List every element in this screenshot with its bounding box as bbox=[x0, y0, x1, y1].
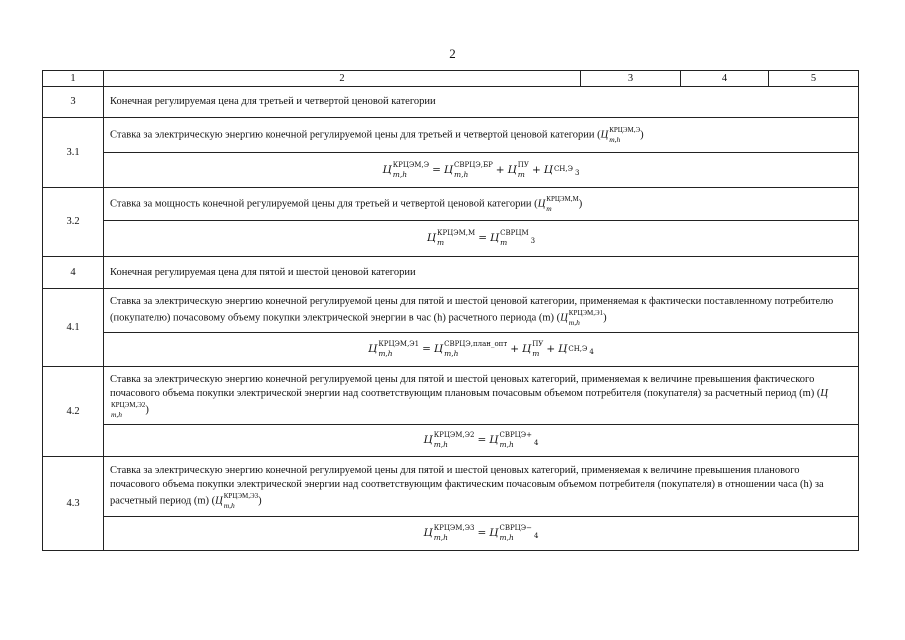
table-row bbox=[43, 118, 859, 153]
row-title: Конечная регулируемая цена для третьей и четвертой ценовой категории bbox=[104, 87, 859, 118]
row-description: Ставка за электрическую энергию конечной регулируемой цены для пятой и шестой ценовой категории, применяемая к фактически поставленному потребителю (покупателю) почасовому объему покупки электрической энергии в час (h) расчетного периода (m) (Ц КРЦЭМ,Э1 m,h ) bbox=[104, 289, 859, 333]
header-col-1: 1 bbox=[43, 71, 104, 87]
formula: Ц КРЦЭМ,Э1 m,h = Ц СВРЦЭ,план_опт m,h + Ц ПУ m + Ц СН,Э 4 bbox=[104, 333, 859, 367]
header-col-4: 4 bbox=[681, 71, 769, 87]
page-number: 2 bbox=[449, 46, 456, 61]
row-number: 3 bbox=[43, 87, 104, 118]
row-description: Ставка за электрическую энергию конечной регулируемой цены для третьей и четвертой ценовой категории (Ц КРЦЭМ,Э m,h ) bbox=[104, 118, 859, 153]
table-row bbox=[43, 188, 859, 221]
formula: Ц КРЦЭМ,Э3 m,h = Ц СВРЦЭ− m,h 4 bbox=[104, 517, 859, 551]
row-title: Конечная регулируемая цена для пятой и шестой ценовой категории bbox=[104, 257, 859, 289]
formula: Ц КРЦЭМ,Э m,h = Ц СВРЦЭ,БР m,h + Ц ПУ m + Ц СН,Э 3 bbox=[104, 153, 859, 188]
table-row bbox=[43, 367, 859, 425]
table-row bbox=[43, 289, 859, 333]
table-row bbox=[43, 87, 859, 118]
table-row bbox=[43, 257, 859, 289]
row-description: Ставка за мощность конечной регулируемой цены для третьей и четвертой ценовой категории (Ц КРЦЭМ,М m ) bbox=[104, 188, 859, 221]
row-number: 4.3 bbox=[43, 457, 104, 551]
row-number: 3.1 bbox=[43, 118, 104, 188]
row-description: Ставка за электрическую энергию конечной регулируемой цены для пятой и шестой ценовых категорий, применяемая к величине превышения фактического почасового объема покупки электрической энергии над соответствующим плановым почасовым объемом потребителя (покупателя) за расчетный период (m) (Ц КРЦЭМ,Э2 m,h ) bbox=[104, 367, 859, 425]
formula-row bbox=[43, 425, 859, 457]
header-col-2: 2 bbox=[104, 71, 581, 87]
row-number: 4.2 bbox=[43, 367, 104, 457]
formula: Ц КРЦЭМ,М m = Ц СВРЦМ m 3 bbox=[104, 221, 859, 257]
row-number: 4.1 bbox=[43, 289, 104, 367]
formula-row bbox=[43, 221, 859, 257]
row-description: Ставка за электрическую энергию конечной регулируемой цены для пятой и шестой ценовых категорий, применяемая к величине превышения планового почасового объема покупки электрической энергии над соответствующим фактическим почасовым объемом потребителя (покупателя) в отношении часа (h) за расчетный период (m) (Ц КРЦЭМ,Э3 m,h ) bbox=[104, 457, 859, 517]
header-row bbox=[43, 71, 859, 87]
formula: Ц КРЦЭМ,Э2 m,h = Ц СВРЦЭ+ m,h 4 bbox=[104, 425, 859, 457]
row-number: 3.2 bbox=[43, 188, 104, 257]
formula-row bbox=[43, 517, 859, 551]
table-row bbox=[43, 457, 859, 517]
header-col-5: 5 bbox=[769, 71, 859, 87]
tariff-table bbox=[42, 70, 859, 551]
header-col-3: 3 bbox=[581, 71, 681, 87]
row-number: 4 bbox=[43, 257, 104, 289]
formula-row bbox=[43, 333, 859, 367]
formula-row bbox=[43, 153, 859, 188]
